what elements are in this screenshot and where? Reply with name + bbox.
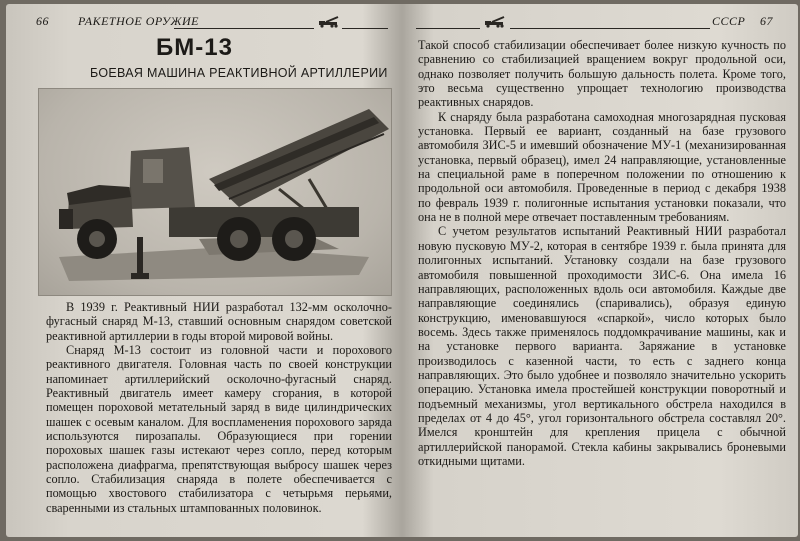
left-body-text	[46, 300, 392, 515]
bm13-truck-photo	[38, 88, 392, 296]
paragraph: В 1939 г. Реактивный НИИ разработал 132-мм осколочно-фугасный снаряд М-13, ставший основным снарядом советской реактивной артиллерии в годы второй мировой войны.	[46, 300, 392, 343]
running-head-right: СССР	[712, 14, 746, 28]
rocket-launcher-truck-icon	[318, 16, 340, 32]
bm13-truck-illustration	[39, 89, 391, 295]
rocket-launcher-truck-icon	[484, 16, 506, 32]
paragraph: С учетом результатов испытаний Реактивный НИИ разработал новую пусковую МУ-2, которая в сентябре 1939 г. была принята для полигонных испытаний. Установку создали на базе грузового автомобиля повышенной проходимости ЗИС-6. Она имела 16 направляющих, расположенных вдоль оси автомобиля. Каждые две направляющие соединялись (спаривались), образуя единую конструкцию, именовавшуюся «спаркой», число которых было восемь. Здесь также применялось поддомкрачивание машины, как и на установке первого варианта. Заряжание в установке производилось с казенной части, то есть с заднего конца направляющих. Это было удобнее и позволяло значительно ускорить операцию. Установка имела простейшей конструкции поворотный и подъемный механизмы, угол вертикального обстрела находился в пределах от 4 до 45°, угол горизонтального обстрела составлял 20°. Имелся кронштейн для крепления прицела с обычной артиллерийской панорамой. Стекла кабины закрывались броневыми откидными щитами.	[418, 224, 786, 468]
book-spread	[6, 4, 798, 537]
page-subtitle: БОЕВАЯ МАШИНА РЕАКТИВНОЙ АРТИЛЛЕРИИ	[90, 66, 388, 80]
paragraph: К снаряду была разработана самоходная многозарядная пусковая установка. Первый ее вариант, созданный на базе грузового автомобиля ЗИС-5 и имевший обозначение МУ-1 (механизированная установка, первый образец), имел 24 направляющие, установленные на специальной раме в поперечном положении по отношению к продольной оси автомобиля. Проведенные в период с декабря 1938 по февраль 1939 г. полигонные испытания установки показали, что она не в полной мере отвечает поставленным требованиям.	[418, 109, 786, 225]
header-rule-right	[510, 28, 710, 29]
header-rule-left	[174, 28, 314, 29]
right-page	[408, 4, 798, 537]
right-body-text	[418, 38, 786, 468]
page-number-left: 66	[36, 14, 49, 28]
paragraph: Такой способ стабилизации обеспечивает более низкую кучность по сравнению со стабилизацией вращением вокруг продольной оси, однако позволяет получить большую дальность полета. Кроме того, это весьма существенно упрощает технологию производства реактивных снарядов.	[418, 38, 786, 110]
paragraph: Снаряд М-13 состоит из головной части и порохового реактивного двигателя. Головная часть по своей конструкции напоминает артиллерийский осколочно-фугасный снаряд. Реактивный двигатель имеет камеру сгорания, в которой помещен пороховой метательный заряд в виде цилиндрических шашек с осевым каналом. Для воспламенения порохового заряда используются пирозапалы. Образующиеся при горении пороховых шашек газы истекают через сопло, перед которым расположена диафрагма, препятствующая выбросу шашек через сопло. Стабилизация снаряда в полете обеспечивается с помощью хвостового стабилизатора с четырьмя перьями, сваренными из стальных штампованных половинок.	[46, 343, 392, 515]
page-number-right: 67	[760, 14, 773, 28]
page-title: БМ-13	[156, 34, 233, 61]
left-page	[6, 4, 398, 537]
running-head-left: РАКЕТНОЕ ОРУЖИЕ	[78, 14, 199, 28]
header-rule-left-end	[342, 28, 388, 29]
header-rule-right-start	[416, 28, 480, 29]
